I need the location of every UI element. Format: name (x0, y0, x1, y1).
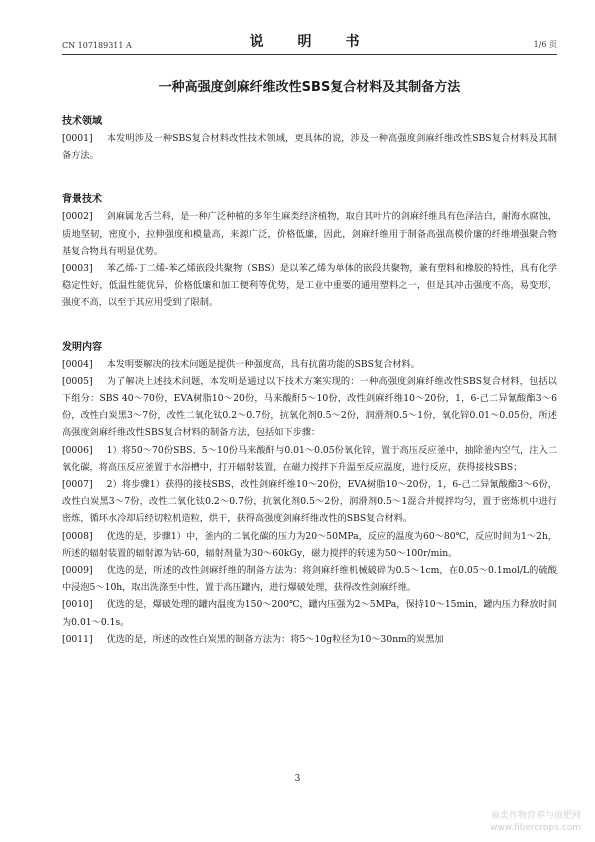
paragraph-text: 优选的是，所述的改性白炭黑的制备方法为：将5～10g粒径为10～30nm的炭黑加 (106, 633, 444, 645)
paragraph (62, 208, 557, 260)
watermark-name: 麻类作物营养与施肥网 (490, 811, 581, 821)
paragraph (62, 528, 557, 562)
page-of-indicator: 1/6 页 (533, 40, 557, 49)
section-heading-summary: 发明内容 (62, 341, 102, 353)
paragraph (62, 442, 557, 476)
section-heading-technical-field: 技术领域 (62, 116, 102, 127)
paragraph-text: 苯乙烯-丁二烯-苯乙烯嵌段共聚物（SBS）是以苯乙烯为单体的嵌段共聚物，兼有塑料和橡胶的特性，具有化学稳定性好，低温性能优异，价格低廉和加工便利等优势，是工业中重要的通用塑料之一，但是其冲击强度不高，易变形，强度不高，以至于其应用受到了限制。 (62, 263, 557, 309)
paragraph-number: [0011] (62, 633, 93, 645)
watermark-url: www.fibercrops.com (490, 823, 581, 833)
paragraph-text: 2）将步骤1）获得的接枝SBS，改性剑麻纤维10～20份，EVA树脂10～20份，1，6-己二异氰酸酯3～6份，改性白炭黑3～7份，改性二氧化钛0.2～0.7份，抗氧化剂0.5～2份，润滑剂0.5～1混合并搅拌均匀，置于密炼机中进行密炼，循环水冷却后经切粒机造粒，烘干，获得高强度剑麻纤维改性的SBS复合材料。 (62, 479, 557, 525)
paragraph (62, 130, 557, 164)
paragraph-text: 优选的是，所述的改性剑麻纤维的制备方法为：将剑麻纤维机械破碎为0.5～1cm，在0.05～0.1mol/L的硫酸中浸泡5～10h，取出洗涤至中性，置于高压罐内，进行爆破处理，获得改性剑麻纤维。 (62, 565, 557, 594)
document-body (62, 106, 557, 648)
patent-number: CN 107189311 A (62, 41, 132, 50)
page-header (62, 32, 557, 55)
paragraph-text: 为了解决上述技术问题，本发明是通过以下技术方案实现的：一种高强度剑麻纤维改性SBS复合材料，包括以下组分：SBS 40～70份，EVA树脂10～20份，马来酸酐5～10份，改性剑麻纤维10～20份，1，6-己二异氰酸酯3～6份，改性白炭黑3～7份，改性二氧化钛0.2～0.7份，抗氧化剂0.5～2份，润滑剂0.5～1份，氧化锌0.01～0.05份，所述高强度剑麻纤维改性SBS复合材料的制备方法，包括如下步骤： (62, 375, 557, 439)
paragraph-text: 本发明涉及一种SBS复合材料改性技术领域，更具体的说，涉及一种高强度剑麻纤维改性SBS复合材料及其制备方法。 (62, 133, 557, 162)
paragraph (62, 260, 557, 312)
paragraph-text: 剑麻属龙舌兰科，是一种广泛种植的多年生麻类经济植物，取自其叶片的剑麻纤维具有色泽洁白，耐海水腐蚀，质地坚韧，密度小，拉伸强度和模量高，来源广泛，价格低廉，因此，剑麻纤维用于制备高强高模价廉的纤维增强聚合物基复合物具有明显优势。 (62, 211, 557, 257)
paragraph-number: [0004] (62, 358, 93, 370)
paragraph (62, 631, 557, 648)
paragraph-number: [0010] (62, 599, 93, 611)
site-watermark (490, 810, 581, 834)
paragraph (62, 356, 557, 373)
paragraph-text: 1）将50～70份SBS、5～10份马来酸酐与0.01～0.05份氧化锌，置于高压反应釜中，抽除釜内空气，注入二氧化碳，将高压反应釜置于水浴槽中，打开辐射装置，在磁力搅拌下升温至反应温度，进行反应，获得接枝SBS； (62, 444, 557, 473)
paragraph-text: 优选的是，步骤1）中，釜内的二氧化碳的压力为20～50MPa，反应的温度为60～80℃，反应时间为1～2h，所述的辐射装置的辐射源为钴-60，辐射剂量为30～60kGy，磁力搅拌的转速为50～100r/min。 (62, 530, 557, 559)
paragraph-number: [0003] (62, 263, 93, 275)
page-number: 3 (294, 774, 301, 784)
paragraph-number: [0001] (62, 133, 93, 144)
paragraph-number: [0008] (62, 530, 93, 542)
paragraph-text: 优选的是，爆破处理的罐内温度为150～200℃，罐内压强为2～5MPa，保持10～15min，罐内压力释放时间为0.01～0.1s。 (62, 599, 557, 628)
paragraph-number: [0009] (62, 565, 93, 577)
paragraph-number: [0005] (62, 375, 93, 387)
paragraph-number: [0006] (62, 444, 93, 456)
paragraph (62, 476, 557, 528)
paragraph-number: [0002] (62, 211, 93, 223)
paragraph (62, 562, 557, 596)
paragraph (62, 373, 557, 442)
invention-title: 一种高强度剑麻纤维改性SBS复合材料及其制备方法 (158, 80, 461, 95)
paragraph (62, 596, 557, 630)
paragraph-number: [0007] (62, 479, 93, 491)
paragraph-text: 本发明要解决的技术问题是提供一种强度高，具有抗菌功能的SBS复合材料。 (106, 358, 420, 370)
document-type-title: 说 明 书 (249, 34, 370, 50)
section-heading-background: 背景技术 (62, 194, 102, 206)
